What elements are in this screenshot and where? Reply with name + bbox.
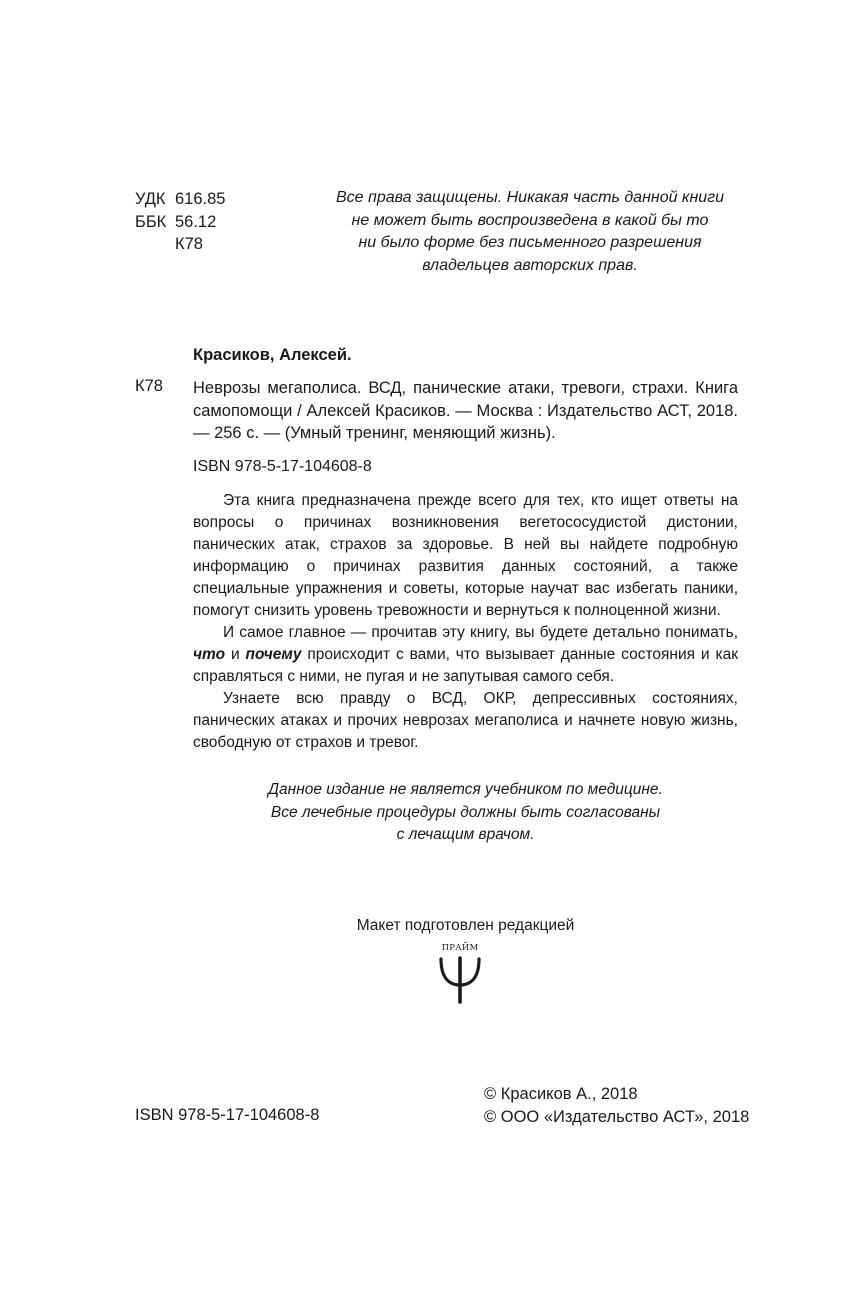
copyright-block <box>484 1083 749 1129</box>
bbk-row <box>135 211 225 234</box>
rights-line: Все права защищены. Никакая часть данной книги <box>336 189 724 206</box>
logo-text: ПРАЙМ <box>441 943 479 953</box>
udk-value: 616.85 <box>175 190 226 208</box>
copyright-line: © ООО «Издательство АСТ», 2018 <box>484 1108 750 1126</box>
bibliographic-record: Неврозы мегаполиса. ВСД, панические атаки, тревоги, страхи. Книга самопомощи / Алексей Красиков. — Москва : Издательство АСТ, 2018. — 256 с. — (Умный тренинг, меняющий жизнь). <box>193 379 738 442</box>
disclaimer-line: с лечащим врачом. <box>396 826 535 843</box>
author-mark-row <box>135 233 225 256</box>
rights-line: не может быть воспроизведена в какой бы то <box>351 211 709 229</box>
annotation-paragraph-2 <box>193 622 738 688</box>
medical-disclaimer <box>193 779 738 847</box>
disclaimer-line: Все лечебные процедуры должны быть согласованы <box>270 803 661 821</box>
p2-and: и <box>225 646 246 663</box>
copyright-line: © Красиков А., 2018 <box>484 1085 638 1103</box>
udk-row <box>135 188 225 211</box>
classification-block <box>135 188 225 256</box>
k78-label: К78 <box>135 377 163 395</box>
author-heading: Красиков, Алексей. <box>193 346 352 364</box>
emphasis-what: что <box>193 646 226 663</box>
rights-line: ни было форме без письменного разрешения <box>358 234 702 251</box>
rights-line: владельцев авторских прав. <box>422 256 638 274</box>
author-mark: К78 <box>175 235 203 253</box>
isbn-bottom: ISBN 978-5-17-104608-8 <box>135 1106 320 1124</box>
annotation-paragraph-1: Эта книга предназначена прежде всего для тех, кто ищет ответы на вопросы о причинах возникновения вегетососудистой дистонии, панических атак, страхов за здоровье. В ней вы найдете подробную информацию о причинах развития данных состояний, а также специальные упражнения и советы, которые научат вас избегать паники, помогут снизить уровень тревожности и вернуться к полноценной жизни. <box>193 492 738 619</box>
bbk-value: 56.12 <box>175 212 217 231</box>
bbk-label: ББК <box>135 212 167 231</box>
annotation-paragraph-3: Узнаете всю правду о ВСД, ОКР, депрессивных состояниях, панических атаках и прочих неврозах мегаполиса и начнете новую жизнь, свободную от страхов и тревог. <box>193 690 738 751</box>
udk-label: УДК <box>135 190 166 208</box>
prime-logo <box>435 943 485 1005</box>
rights-notice <box>320 187 740 277</box>
psi-icon <box>435 955 485 1005</box>
maket-credit: Макет подготовлен редакцией <box>356 917 575 934</box>
annotation <box>193 490 738 754</box>
isbn-top: ISBN 978-5-17-104608-8 <box>193 458 372 475</box>
p2-end: происходит с вами, что вызывает данные состояния и как справляться с ними, не пугая и не запутывая самого себя. <box>193 646 738 685</box>
emphasis-why: почему <box>245 646 302 663</box>
p2-start: И самое главное — прочитав эту книгу, вы будете детально понимать, <box>223 624 738 641</box>
disclaimer-line: Данное издание не является учебником по медицине. <box>268 781 663 798</box>
